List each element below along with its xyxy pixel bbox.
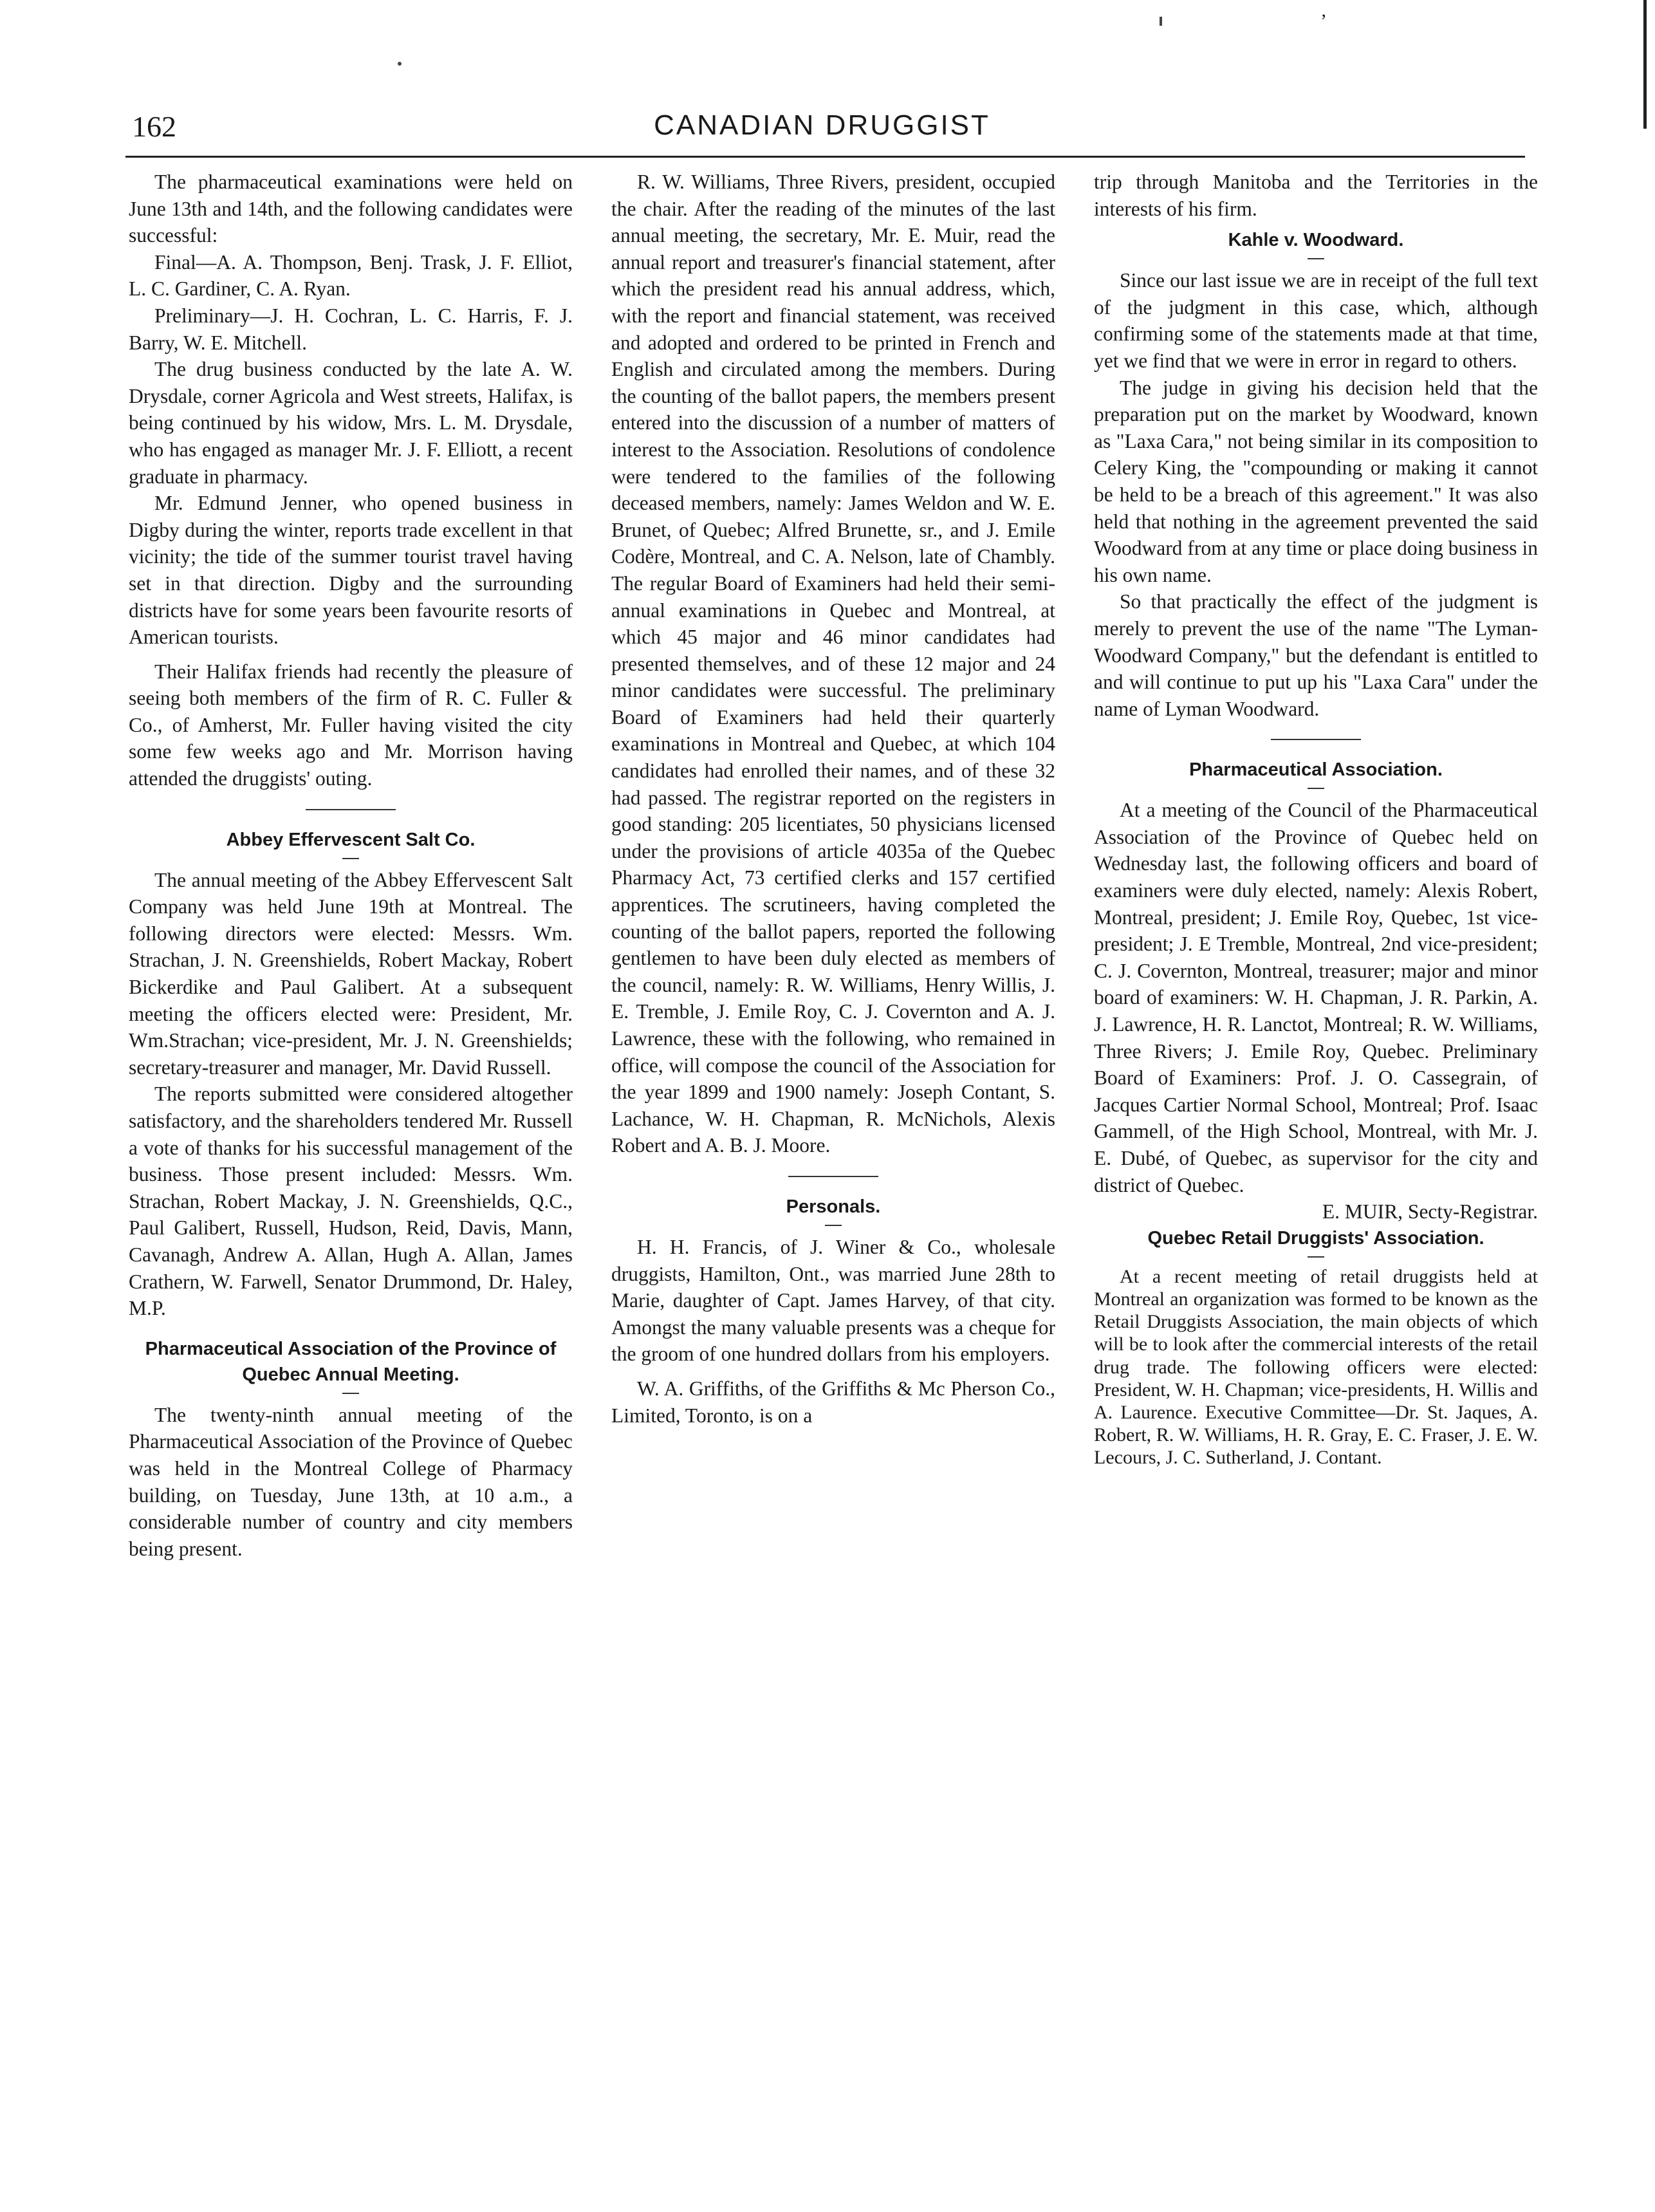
paragraph: The annual meeting of the Abbey Effervescent Salt Company was held June 19th at Montreal. The following directors were elected: Messrs. Wm. Strachan, J. N. Greenshields, Robert Mackay, Robert Bickerdike and Paul Galibert. At a subsequent meeting the officers elected were: President, Mr. Wm.Strachan; vice-president, Mr. J. N. Greenshields; secretary-treasurer and manager, Mr. David Russell. [129,868,573,1079]
paragraph: The twenty-ninth annual meeting of the Pharmaceutical Association of the Province of Quebec was held in the Montreal College of Pharmacy building, on Tuesday, June 13th, at 10 a.m., a considerable number of country and city members being present. [129,1403,573,1560]
print-speck [398,62,402,66]
section-rule [788,1176,878,1177]
column-3 [1094,169,1538,1469]
print-speck: ’ [1320,10,1327,32]
paragraph: The reports submitted were considered altogether satisfactory, and the shareholders tendered Mr. Russell a vote of thanks for his successful management of the business. Those present included: Messrs. Wm. Strachan, Robert Mackay, J. N. Greenshields, Q.C., Paul Galibert, Russell, Hudson, Reid, Davis, Mann, Cavanagh, Andrew A. Allan, Hugh A. Allan, James Crathern, W. Farwell, Senator Drummond, Dr. Haley, M.P. [129,1083,573,1320]
paragraph: So that practically the effect of the judgment is merely to prevent the use of the name "The Lyman-Woodward Company," but the defendant is entitled to and will continue to put up his "Laxa Cara" under the name of Lyman Woodward. [1094,590,1538,720]
column-2 [611,169,1055,1429]
paragraph: trip through Manitoba and the Territories in the interests of his firm. [1094,171,1538,220]
heading-dash [1308,788,1324,789]
page-number: 162 [132,110,176,143]
heading-dash [825,1225,842,1226]
paragraph: H. H. Francis, of J. Winer & Co., wholesale druggists, Hamilton, Ont., was married June 28th to Marie, daughter of Capt. James Harvey, of that city. Amongst the many valuable presents was a cheque for the groom of one hundred dollars from his employers. [611,1235,1055,1366]
paragraph: The drug business conducted by the late A. W. Drysdale, corner Agricola and West streets, Halifax, is being continued by his widow, Mrs. L. M. Drysdale, who has engaged as manager Mr. J. F. Elliott, a recent graduate in pharmacy. [129,358,573,488]
paragraph: Mr. Edmund Jenner, who opened business in Digby during the winter, reports trade excellent in that vicinity; the tide of the summer tourist travel having set in that direction. Digby and the surrounding districts have for some years been favourite resorts of American tourists. [129,492,573,649]
paragraph: At a recent meeting of retail druggists held at Montreal an organization was formed to be known as the Retail Druggists Association, the main objects of which will be to look after the commercial interests of the retail drug trade. The following officers were elected: President, W. H. Chapman; vice-presidents, H. Willis and A. Laurence. Executive Committee—Dr. St. Jaques, A. Robert, R. W. Williams, H. R. Gray, E. C. Fraser, J. E. W. Lecours, J. C. Sutherland, J. Contant. [1094,1265,1538,1469]
page-header [132,97,1512,154]
column-1 [129,169,573,1562]
paragraph: Their Halifax friends had recently the pleasure of seeing both members of the firm of R. C. Fuller & Co., of Amherst, Mr. Fuller having visited the city some few weeks ago and Mr. Morrison having attended the druggists' outing. [129,660,573,790]
running-head: CANADIAN DRUGGIST [654,109,990,141]
paragraph: Since our last issue we are in receipt of the full text of the judgment in this case, which, although confirming some of the statements made at that time, yet we find that we were in error in regard to others. [1094,269,1538,372]
section-heading: Pharmaceutical Association. [1189,759,1443,781]
heading-dash [342,858,359,859]
paragraph: Preliminary—J. H. Cochran, L. C. Harris, F. J. Barry, W. E. Mitchell. [129,304,573,354]
section-rule [306,809,396,810]
section-rule [1271,739,1361,740]
print-speck [1160,17,1162,26]
heading-dash [1308,1256,1324,1258]
paragraph: Final—A. A. Thompson, Benj. Trask, J. F. Elliot, L. C. Gardiner, C. A. Ryan. [129,250,573,301]
signature: E. MUIR, Secty-Registrar. [1322,1200,1538,1223]
section-heading: Pharmaceutical Association of the Province of Quebec Annual Meeting. [145,1338,557,1385]
paragraph: The pharmaceutical examinations were held on June 13th and 14th, and the following candidates were successful: [129,171,573,247]
section-heading: Abbey Effervescent Salt Co. [226,829,476,850]
page-edge [1643,0,1647,129]
heading-dash [342,1393,359,1394]
paragraph: At a meeting of the Council of the Pharmaceutical Association of the Province of Quebec held on Wednesday last, the following officers and board of examiners were duly elected, namely: Alexis Robert, Montreal, president; J. Emile Roy, Quebec, 1st vice-president; J. E Tremble, Montreal, 2nd vice-president; C. J. Covernton, Montreal, treasurer; major and minor board of examiners: W. H. Chapman, J. R. Parkin, A. J. Lawrence, H. R. Lanctot, Montreal; R. W. Williams, Three Rivers; J. Emile Roy, Quebec. Preliminary Board of Examiners: Prof. J. O. Cassegrain, of Jacques Cartier Normal School, Montreal; Prof. Isaac Gammell, of the High School, Montreal, with Mr. J. E. Dubé, of Quebec, as supervisor for the city and district of Quebec. [1094,799,1538,1196]
heading-dash [1308,258,1324,259]
paragraph: The judge in giving his decision held that the preparation put on the market by Woodward, known as "Laxa Cara," not being similar in its composition to Celery King, the "compounding or making it cannot be held to be a breach of this agreement." It was also held that nothing in the agreement prevented the said Woodward from at any time or place doing business in his own name. [1094,376,1538,586]
header-rule [125,156,1525,158]
section-heading: Kahle v. Woodward. [1228,230,1404,251]
section-heading: Quebec Retail Druggists' Association. [1147,1227,1484,1249]
paragraph: R. W. Williams, Three Rivers, president, occupied the chair. After the reading of the minutes of the last annual meeting, the secretary, Mr. E. Muir, read the annual report and treasurer's financial statement, after which the president read his annual address, which, with the report and financial statement, was received and adopted and ordered to be printed in French and English and circulated among the members. During the counting of the ballot papers, the members present entered into the discussion of a number of matters of interest to the Association. Resolutions of condolence were tendered to the families of the following deceased members, namely: James Weldon and W. E. Brunet, of Quebec; Alfred Brunette, sr., and J. Emile Codère, Montreal, and C. A. Nelson, late of Chambly. The regular Board of Examiners had held their semi-annual examinations in Quebec and Montreal, at which 45 major and 46 minor candidates had presented themselves, and of these 12 major and 24 minor candidates were successful. The preliminary Board of Examiners had held their quarterly examinations in Montreal and Quebec, at which 104 candidates had enrolled their names, and of these 32 had passed. The registrar reported on the registers in good standing: 205 licentiates, 50 physicians licensed under the provisions of article 4035a of the Quebec Pharmacy Act, 73 certified clerks and 157 certified apprentices. The scrutineers, having completed the counting of the ballot papers, reported the following gentlemen to have been duly elected as members of the council, namely: R. W. Williams, Henry Willis, J. E. Tremble, J. Emile Roy, C. J. Covernton and A. J. Lawrence, these with the following, who remained in office, will compose the council of the Association for the year 1899 and 1900 namely: Joseph Contant, S. Lachance, W. H. Chapman, R. McNichols, Alexis Robert and A. B. J. Moore. [611,171,1055,1157]
section-heading: Personals. [786,1196,881,1217]
paragraph: W. A. Griffiths, of the Griffiths & Mc Pherson Co., Limited, Toronto, is on a [611,1377,1055,1427]
